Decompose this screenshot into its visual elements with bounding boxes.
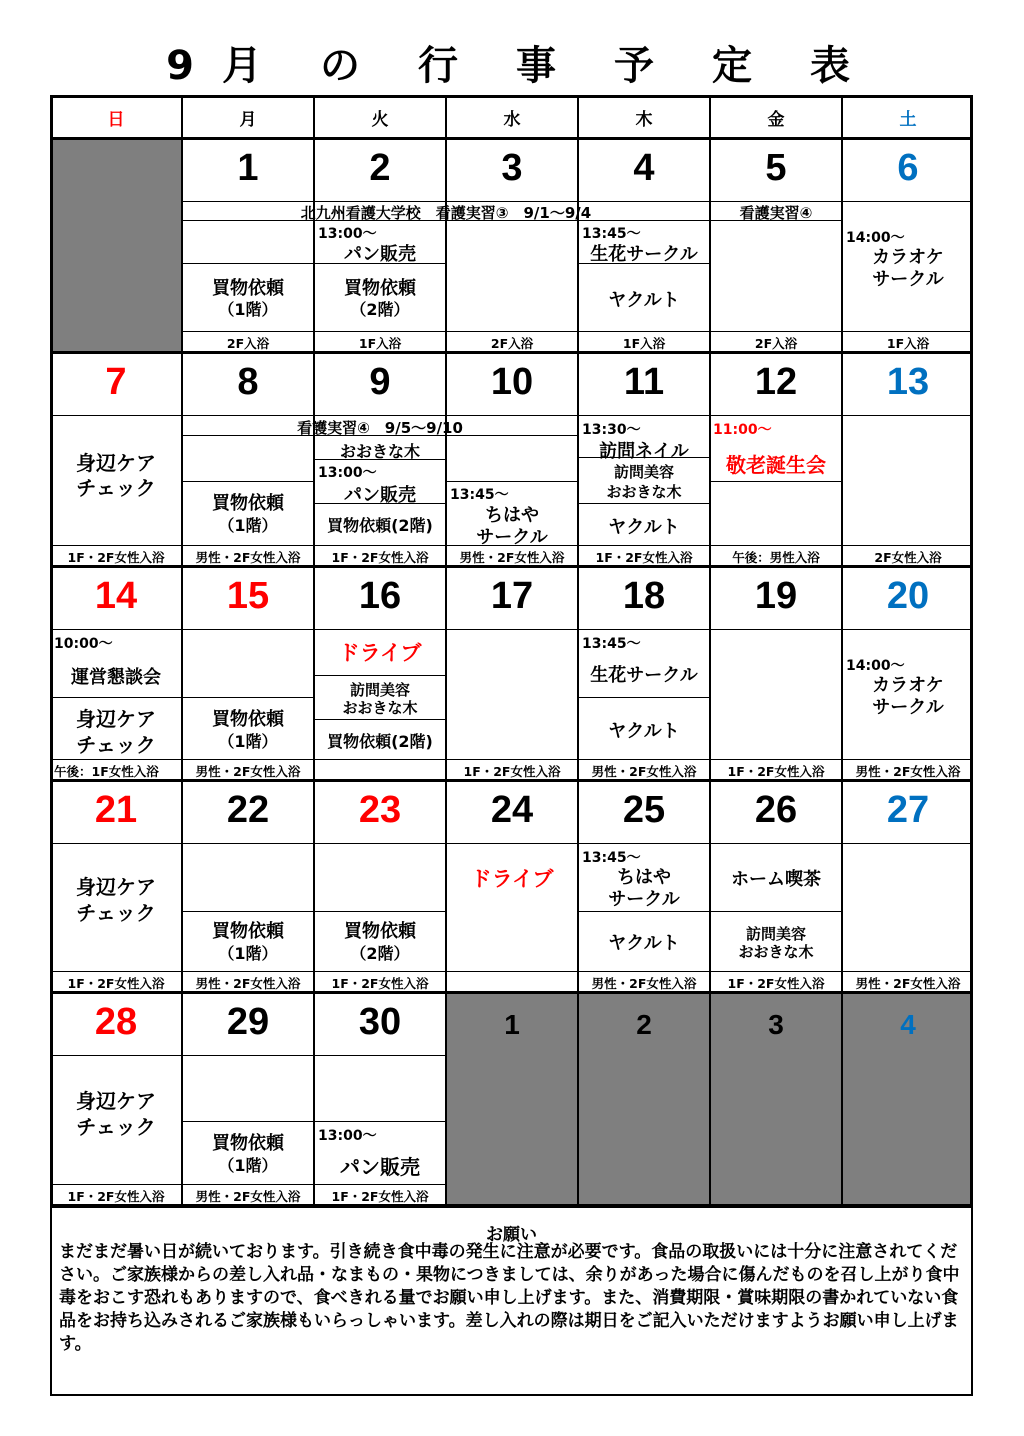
grid-line — [446, 481, 578, 482]
day-number: 1 — [237, 147, 259, 189]
event-label: 訪問美容 — [745, 925, 806, 943]
day-number: 3 — [768, 1009, 784, 1040]
day-number: 26 — [754, 789, 798, 831]
bath-schedule: 男性・2F女性入浴 — [591, 764, 697, 779]
event-time: 14:00～ — [846, 658, 905, 674]
event-time: 13:30～ — [582, 422, 641, 438]
day-number: 9 — [369, 361, 391, 403]
event-banner: 北九州看護大学校 看護実習③ 9/1～9/4 — [300, 204, 592, 222]
event-label: パン販売 — [340, 1155, 420, 1179]
event-label: 買物依頼(2階) — [327, 516, 433, 535]
day-number: 14 — [94, 575, 138, 617]
event-label: 運営懇談会 — [71, 667, 161, 688]
grid-line — [50, 1184, 446, 1185]
border — [50, 95, 973, 98]
grid-line — [578, 911, 842, 912]
event-label: （1階） — [218, 732, 278, 751]
grid-line — [182, 481, 314, 482]
day-number: 28 — [94, 1001, 138, 1043]
day-number: 25 — [622, 789, 666, 831]
bath-schedule: 2F入浴 — [490, 336, 534, 351]
event-time: 10:00～ — [54, 636, 113, 652]
event-banner: 看護実習④ 9/5～9/10 — [297, 419, 463, 437]
weekday-tue: 火 — [371, 110, 389, 130]
bath-schedule: 男性・2F女性入浴 — [855, 764, 961, 779]
event-time: 13:45～ — [450, 487, 509, 503]
event-label: 身辺ケア — [76, 875, 156, 899]
grid-line — [578, 697, 710, 698]
event-label: ヤクルト — [608, 933, 680, 954]
event-label: ちはや — [617, 867, 671, 888]
event-label: 買物依頼 — [212, 921, 284, 942]
bath-schedule: 1F・2F女性入浴 — [331, 550, 429, 565]
event-label: 訪問美容 — [349, 681, 410, 699]
weekday-fri: 金 — [767, 110, 785, 130]
event-label: ヤクルト — [608, 517, 680, 538]
grid-line — [710, 481, 842, 482]
event-label: 買物依頼 — [212, 493, 284, 514]
grid-line — [314, 719, 446, 720]
bath-schedule: 男性・2F女性入浴 — [459, 550, 565, 565]
day-number: 4 — [900, 1009, 916, 1040]
bath-schedule: 1F・2F女性入浴 — [67, 976, 165, 991]
bath-schedule: 2F女性入浴 — [874, 550, 942, 565]
day-number: 8 — [237, 361, 259, 403]
event-label: カラオケ — [872, 247, 944, 268]
event-label: おおきな木 — [342, 699, 418, 717]
event-label: チェック — [76, 733, 156, 757]
event-label: ホーム喫茶 — [731, 869, 821, 890]
weekday-wed: 水 — [503, 110, 521, 130]
bath-schedule: 午後：1F女性入浴 — [54, 764, 159, 779]
bath-schedule: 1F・2F女性入浴 — [727, 976, 825, 991]
event-label: チェック — [76, 476, 156, 500]
day-number: 13 — [886, 361, 930, 403]
event-label: ちはや — [485, 505, 539, 526]
bath-schedule: 1F・2F女性入浴 — [67, 1189, 165, 1204]
event-label: （1階） — [218, 944, 278, 963]
day-number: 20 — [886, 575, 930, 617]
event-label: （2階） — [350, 300, 410, 319]
event-time: 13:45～ — [582, 850, 641, 866]
event-label: サークル — [872, 697, 944, 718]
title-char: 月 — [222, 43, 262, 89]
event-time: 11:00～ — [713, 422, 772, 438]
event-label: 買物依頼 — [344, 921, 416, 942]
bath-schedule: 1F・2F女性入浴 — [595, 550, 693, 565]
event-time: 13:00～ — [318, 226, 377, 242]
event-label: 身辺ケア — [76, 707, 156, 731]
grid-line — [50, 415, 973, 416]
grid-line — [182, 697, 314, 698]
day-number: 29 — [226, 1001, 270, 1043]
event-label: おおきな木 — [606, 483, 682, 501]
event-time: 13:45～ — [582, 636, 641, 652]
day-number: 11 — [623, 361, 665, 403]
event-time: 13:00～ — [318, 465, 377, 481]
event-label: ヤクルト — [608, 721, 680, 742]
notice-body: まだまだ暑い日が続いております。引き続き食中毒の発生に注意が必要です。食品の取扱いには十分に注意されてください。ご家族様からの差し入れ品・なまもの・果物につきましては、余りがあった場合に傷んだものを召し上がり食中毒をおこす恐れもありますので、食べきれる量でお願い申し上げます。また、消費期限・賞味期限の書かれていない食品をお持ち込みされるご家族様もいらっしゃいます。差し入れの際は期日をご記入いただけますようお願い申し上げます。 — [59, 1242, 960, 1354]
grid-line — [182, 263, 314, 264]
day-number: 22 — [226, 789, 270, 831]
grid-line — [578, 503, 710, 504]
day-number: 12 — [754, 361, 798, 403]
grid-line — [50, 1055, 446, 1056]
day-number: 1 — [504, 1009, 520, 1040]
bath-schedule: 男性・2F女性入浴 — [195, 976, 301, 991]
calendar-grid — [50, 95, 973, 1207]
event-label: カラオケ — [872, 675, 944, 696]
event-label: 訪問美容 — [613, 463, 674, 481]
day-number: 6 — [897, 147, 919, 189]
event-label: 生花サークル — [590, 665, 698, 686]
title-char: 定 — [712, 43, 752, 89]
bath-schedule: 1F入浴 — [622, 336, 666, 351]
event-label: チェック — [76, 1115, 156, 1139]
grid-line — [50, 629, 973, 630]
day-number: 15 — [226, 575, 270, 617]
bath-schedule: 1F・2F女性入浴 — [331, 1189, 429, 1204]
event-label: 買物依頼 — [212, 278, 284, 299]
event-label: パン販売 — [344, 485, 416, 506]
bath-schedule: 男性・2F女性入浴 — [195, 764, 301, 779]
event-label: （2階） — [350, 944, 410, 963]
event-label: 身辺ケア — [76, 1089, 156, 1113]
weekday-sat: 土 — [899, 110, 917, 130]
event-label: サークル — [872, 269, 944, 290]
day-number: 24 — [490, 789, 534, 831]
event-label: 訪問ネイル — [599, 441, 689, 462]
event-label: パン販売 — [344, 244, 416, 265]
grid-line — [182, 331, 973, 332]
event-time: 13:45～ — [582, 226, 641, 242]
bath-schedule: 1F・2F女性入浴 — [331, 976, 429, 991]
grid-line — [50, 137, 973, 140]
day-number: 2 — [636, 1009, 652, 1040]
event-time: 14:00～ — [846, 230, 905, 246]
day-number: 10 — [490, 361, 534, 403]
grid-line — [50, 759, 973, 760]
event-label: 生花サークル — [590, 244, 698, 265]
bath-schedule: 2F入浴 — [226, 336, 270, 351]
day-number: 30 — [358, 1001, 402, 1043]
event-label: おおきな木 — [339, 442, 420, 461]
title-char: 行 — [418, 43, 458, 89]
day-number: 27 — [886, 789, 930, 831]
grid-line — [182, 1121, 446, 1122]
grid-line — [182, 911, 446, 912]
grid-line — [50, 971, 973, 972]
title-char: 予 — [614, 43, 654, 89]
bath-schedule: 1F入浴 — [886, 336, 930, 351]
event-label: おおきな木 — [738, 943, 814, 961]
event-label: （1階） — [218, 300, 278, 319]
grid-line — [50, 843, 973, 844]
day-number: 19 — [754, 575, 798, 617]
event-label: ヤクルト — [608, 290, 680, 311]
day-number: 16 — [358, 575, 402, 617]
bath-schedule: 1F・2F女性入浴 — [67, 550, 165, 565]
event-label: 買物依頼 — [344, 278, 416, 299]
day-number: 3 — [501, 147, 523, 189]
event-time: 13:00～ — [318, 1128, 377, 1144]
day-number: 5 — [765, 147, 787, 189]
bath-schedule: 1F・2F女性入浴 — [727, 764, 825, 779]
event-label: 身辺ケア — [76, 451, 156, 475]
event-label: サークル — [476, 527, 548, 548]
notice-box — [50, 1206, 973, 1396]
event-label: サークル — [608, 889, 680, 910]
weekday-thu: 木 — [635, 110, 653, 130]
bath-schedule: 男性・2F女性入浴 — [591, 976, 697, 991]
title-char: の — [320, 43, 360, 89]
bath-schedule: 男性・2F女性入浴 — [855, 976, 961, 991]
page-title — [150, 38, 870, 98]
blank-cell — [50, 139, 182, 353]
day-number: 23 — [358, 789, 402, 831]
bath-schedule: 男性・2F女性入浴 — [195, 550, 301, 565]
day-number: 21 — [94, 789, 138, 831]
title-char: 事 — [516, 43, 556, 89]
day-number: 17 — [490, 575, 534, 617]
event-label: ドライブ — [338, 641, 422, 665]
event-label: 買物依頼 — [212, 1133, 284, 1154]
bath-schedule: 1F・2F女性入浴 — [463, 764, 561, 779]
event-label: ドライブ — [470, 867, 554, 891]
event-label: チェック — [76, 901, 156, 925]
day-number: 4 — [633, 147, 655, 189]
title-char: 9 — [166, 43, 194, 89]
day-number: 18 — [622, 575, 666, 617]
bath-schedule: 2F入浴 — [754, 336, 798, 351]
weekday-mon: 月 — [239, 110, 257, 130]
event-label: 買物依頼 — [212, 709, 284, 730]
bath-schedule: 1F入浴 — [358, 336, 402, 351]
event-banner: 看護実習④ — [739, 204, 813, 222]
grid-line — [50, 697, 182, 698]
day-number: 7 — [105, 361, 127, 403]
event-label: （1階） — [218, 1156, 278, 1175]
event-label: 敬老誕生会 — [726, 453, 826, 477]
weekday-sun: 日 — [107, 110, 125, 130]
title-char: 表 — [810, 43, 850, 89]
bath-schedule: 午後：男性入浴 — [732, 550, 820, 565]
event-label: （1階） — [218, 516, 278, 535]
day-number: 2 — [369, 147, 391, 189]
event-label: 買物依頼(2階) — [327, 732, 433, 751]
grid-line — [314, 675, 446, 676]
bath-schedule: 男性・2F女性入浴 — [195, 1189, 301, 1204]
notice-title: お願い — [486, 1225, 537, 1245]
